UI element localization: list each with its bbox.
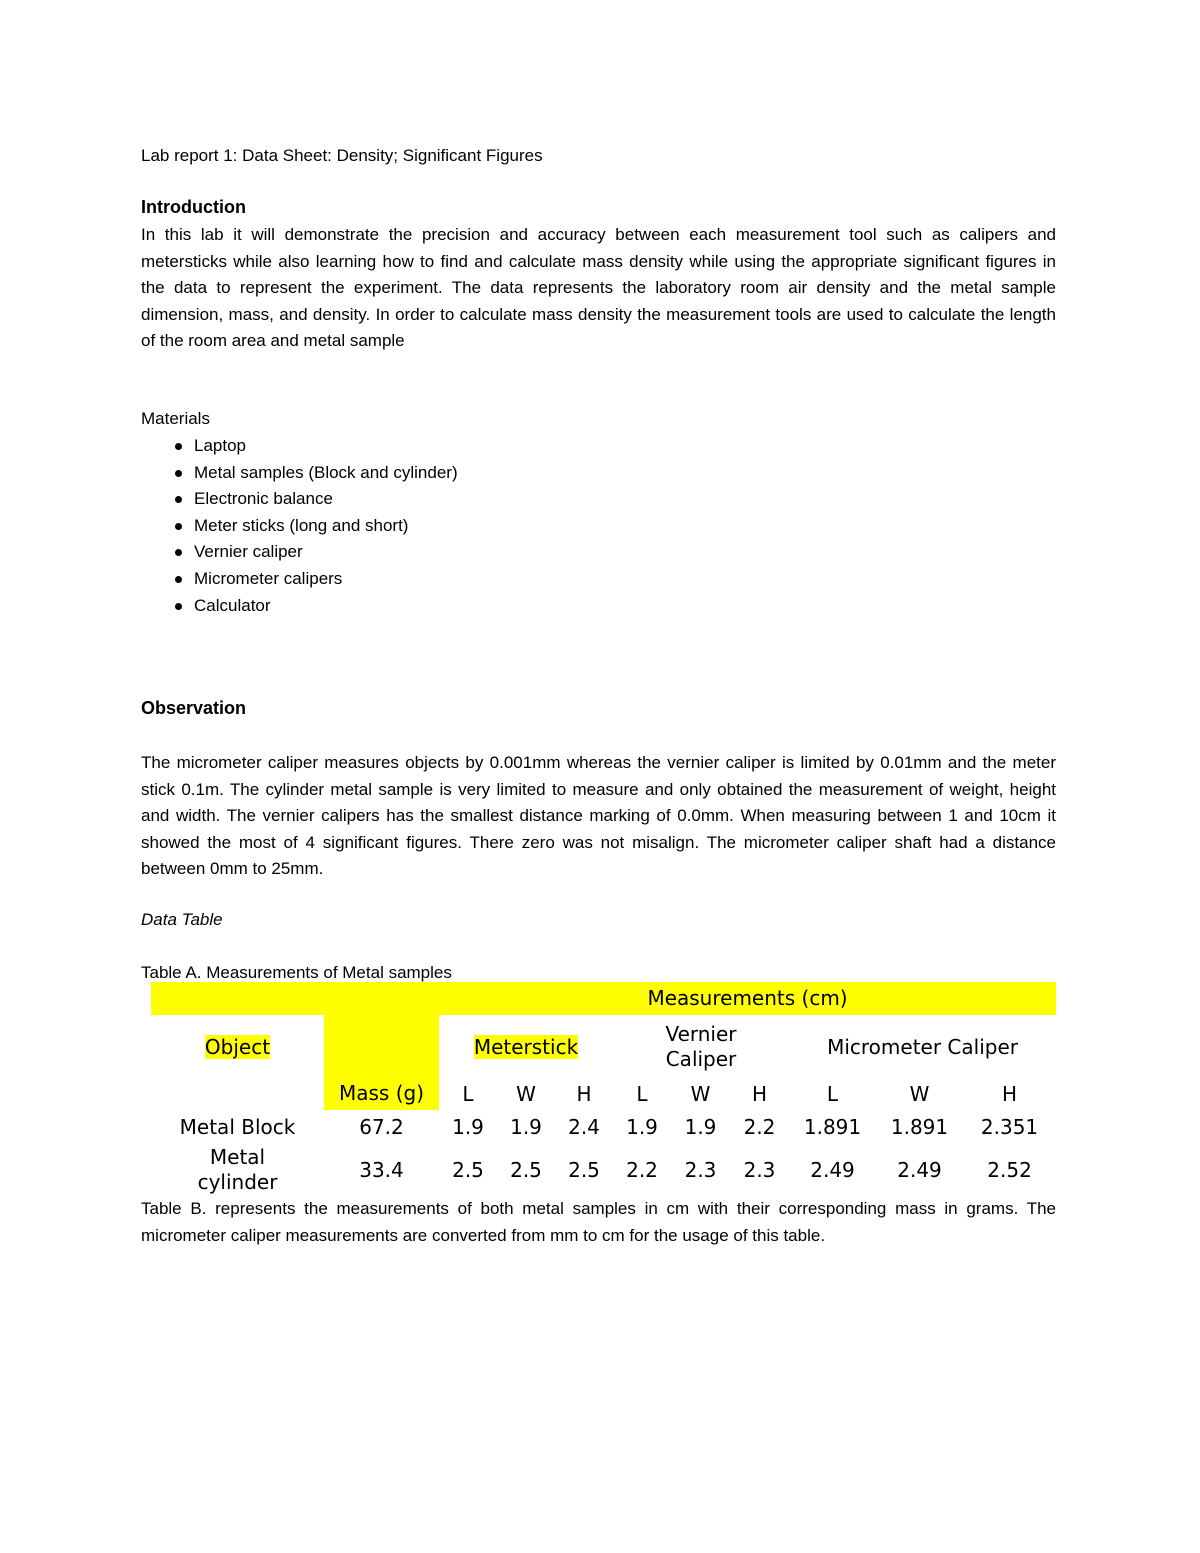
list-item-label: Laptop [194,436,246,455]
object-cell: Metal cylinder [197,1145,278,1194]
materials-list [141,434,458,620]
sub-header: H [576,1082,592,1106]
table-row [151,1145,1056,1195]
object-cell: Metal Block [179,1115,296,1139]
observation-paragraph: The micrometer caliper measures objects by 0.001mm whereas the vernier caliper is limited by 0.01mm and the meter stick 0.1m. The cylinder metal sample is very limited to measure and only obtained the measurement of weight, height and width. The vernier calipers has the smallest distance marking of 0.0mm. When measuring between 1 and 10cm it showed the most of 4 significant figures. There zero was not misalign. The micrometer caliper shaft had a distance between 0mm to 25mm. [141,753,1056,878]
table-caption: Table A. Measurements of Metal samples [141,963,452,982]
mass-cell: 33.4 [359,1157,404,1182]
value-cell: 2.5 [510,1157,542,1182]
list-item-label: Electronic balance [194,489,333,509]
value-cell: 1.9 [684,1115,717,1139]
list-item-label: Micrometer calipers [194,568,343,588]
vernier-header: Vernier Caliper [665,1022,737,1071]
measurements-header: Measurements (cm) [439,982,1056,1015]
data-table-label: Data Table [141,910,223,929]
sub-header: L [636,1082,648,1106]
value-cell: 2.49 [897,1157,942,1182]
document-title: Lab report 1: Data Sheet: Density; Significant Figures [141,146,543,165]
object-header: Object [204,1034,271,1059]
mass-header: Mass (g) [324,1015,439,1110]
bullet-icon [175,603,182,610]
materials-heading: Materials [141,409,210,428]
list-item-label: Vernier caliper [194,542,303,562]
value-cell: 2.4 [568,1115,600,1139]
bullet-icon [175,443,182,450]
list-item-label: Calculator [194,595,271,615]
value-cell: 2.49 [810,1157,855,1182]
table-row [151,1110,1056,1145]
value-cell: 2.3 [743,1157,776,1182]
header-spacer [151,982,324,1015]
table-note: Table B. represents the measurements of both metal samples in cm with their corresponding mass in grams. The micrometer caliper measurements are converted from mm to cm for the usage of this table. [141,1199,1056,1245]
object-header-cell [151,1015,324,1079]
list-item [141,461,458,488]
list-item [141,540,458,567]
sub-header: L [826,1082,839,1106]
list-item-label: Meter sticks (long and short) [194,515,409,535]
sub-header: H [751,1082,768,1106]
bullet-icon [175,549,182,556]
bullet-icon [175,470,182,477]
list-item [141,594,458,621]
value-cell: 2.3 [684,1157,717,1182]
value-cell: 1.9 [452,1115,484,1139]
sub-header: H [1002,1082,1018,1106]
bullet-icon [175,523,182,530]
list-item [141,514,458,541]
observation-heading: Observation [141,698,247,718]
list-item [141,434,458,461]
value-cell: 1.891 [890,1115,949,1139]
sub-header: L [462,1082,474,1106]
sub-header: W [909,1082,930,1106]
sub-header: W [690,1082,711,1106]
bullet-icon [175,496,182,503]
value-cell: 1.9 [626,1115,658,1139]
list-item-label: Metal samples (Block and cylinder) [194,462,458,482]
value-cell: 2.2 [626,1157,658,1182]
meterstick-header-cell [439,1015,613,1079]
value-cell: 2.52 [987,1157,1032,1182]
value-cell: 2.2 [743,1115,776,1139]
sub-header: W [516,1082,536,1106]
meterstick-header: Meterstick [473,1034,579,1059]
value-cell: 2.5 [452,1157,484,1182]
header-spacer [324,982,439,1015]
mass-cell: 67.2 [359,1115,404,1139]
introduction-heading: Introduction [141,197,246,217]
value-cell: 1.9 [510,1115,542,1139]
micrometer-header: Micrometer Caliper [827,1034,1018,1059]
value-cell: 2.5 [568,1157,600,1182]
value-cell: 2.351 [980,1115,1039,1139]
list-item [141,487,458,514]
bullet-icon [175,576,182,583]
introduction-paragraph: In this lab it will demonstrate the precision and accuracy between each measurement tool such as calipers and metersticks while also learning how to find and calculate mass density while using the appropriate significant figures in the data to represent the experiment. The data represents the laboratory room air density and the metal sample dimension, mass, and density. In order to calculate mass density the measurement tools are used to calculate the length of the room area and metal sample [141,225,1056,350]
measurements-table [151,982,1056,1195]
blank-cell [151,1079,324,1110]
list-item [141,567,458,594]
value-cell: 1.891 [803,1115,862,1139]
